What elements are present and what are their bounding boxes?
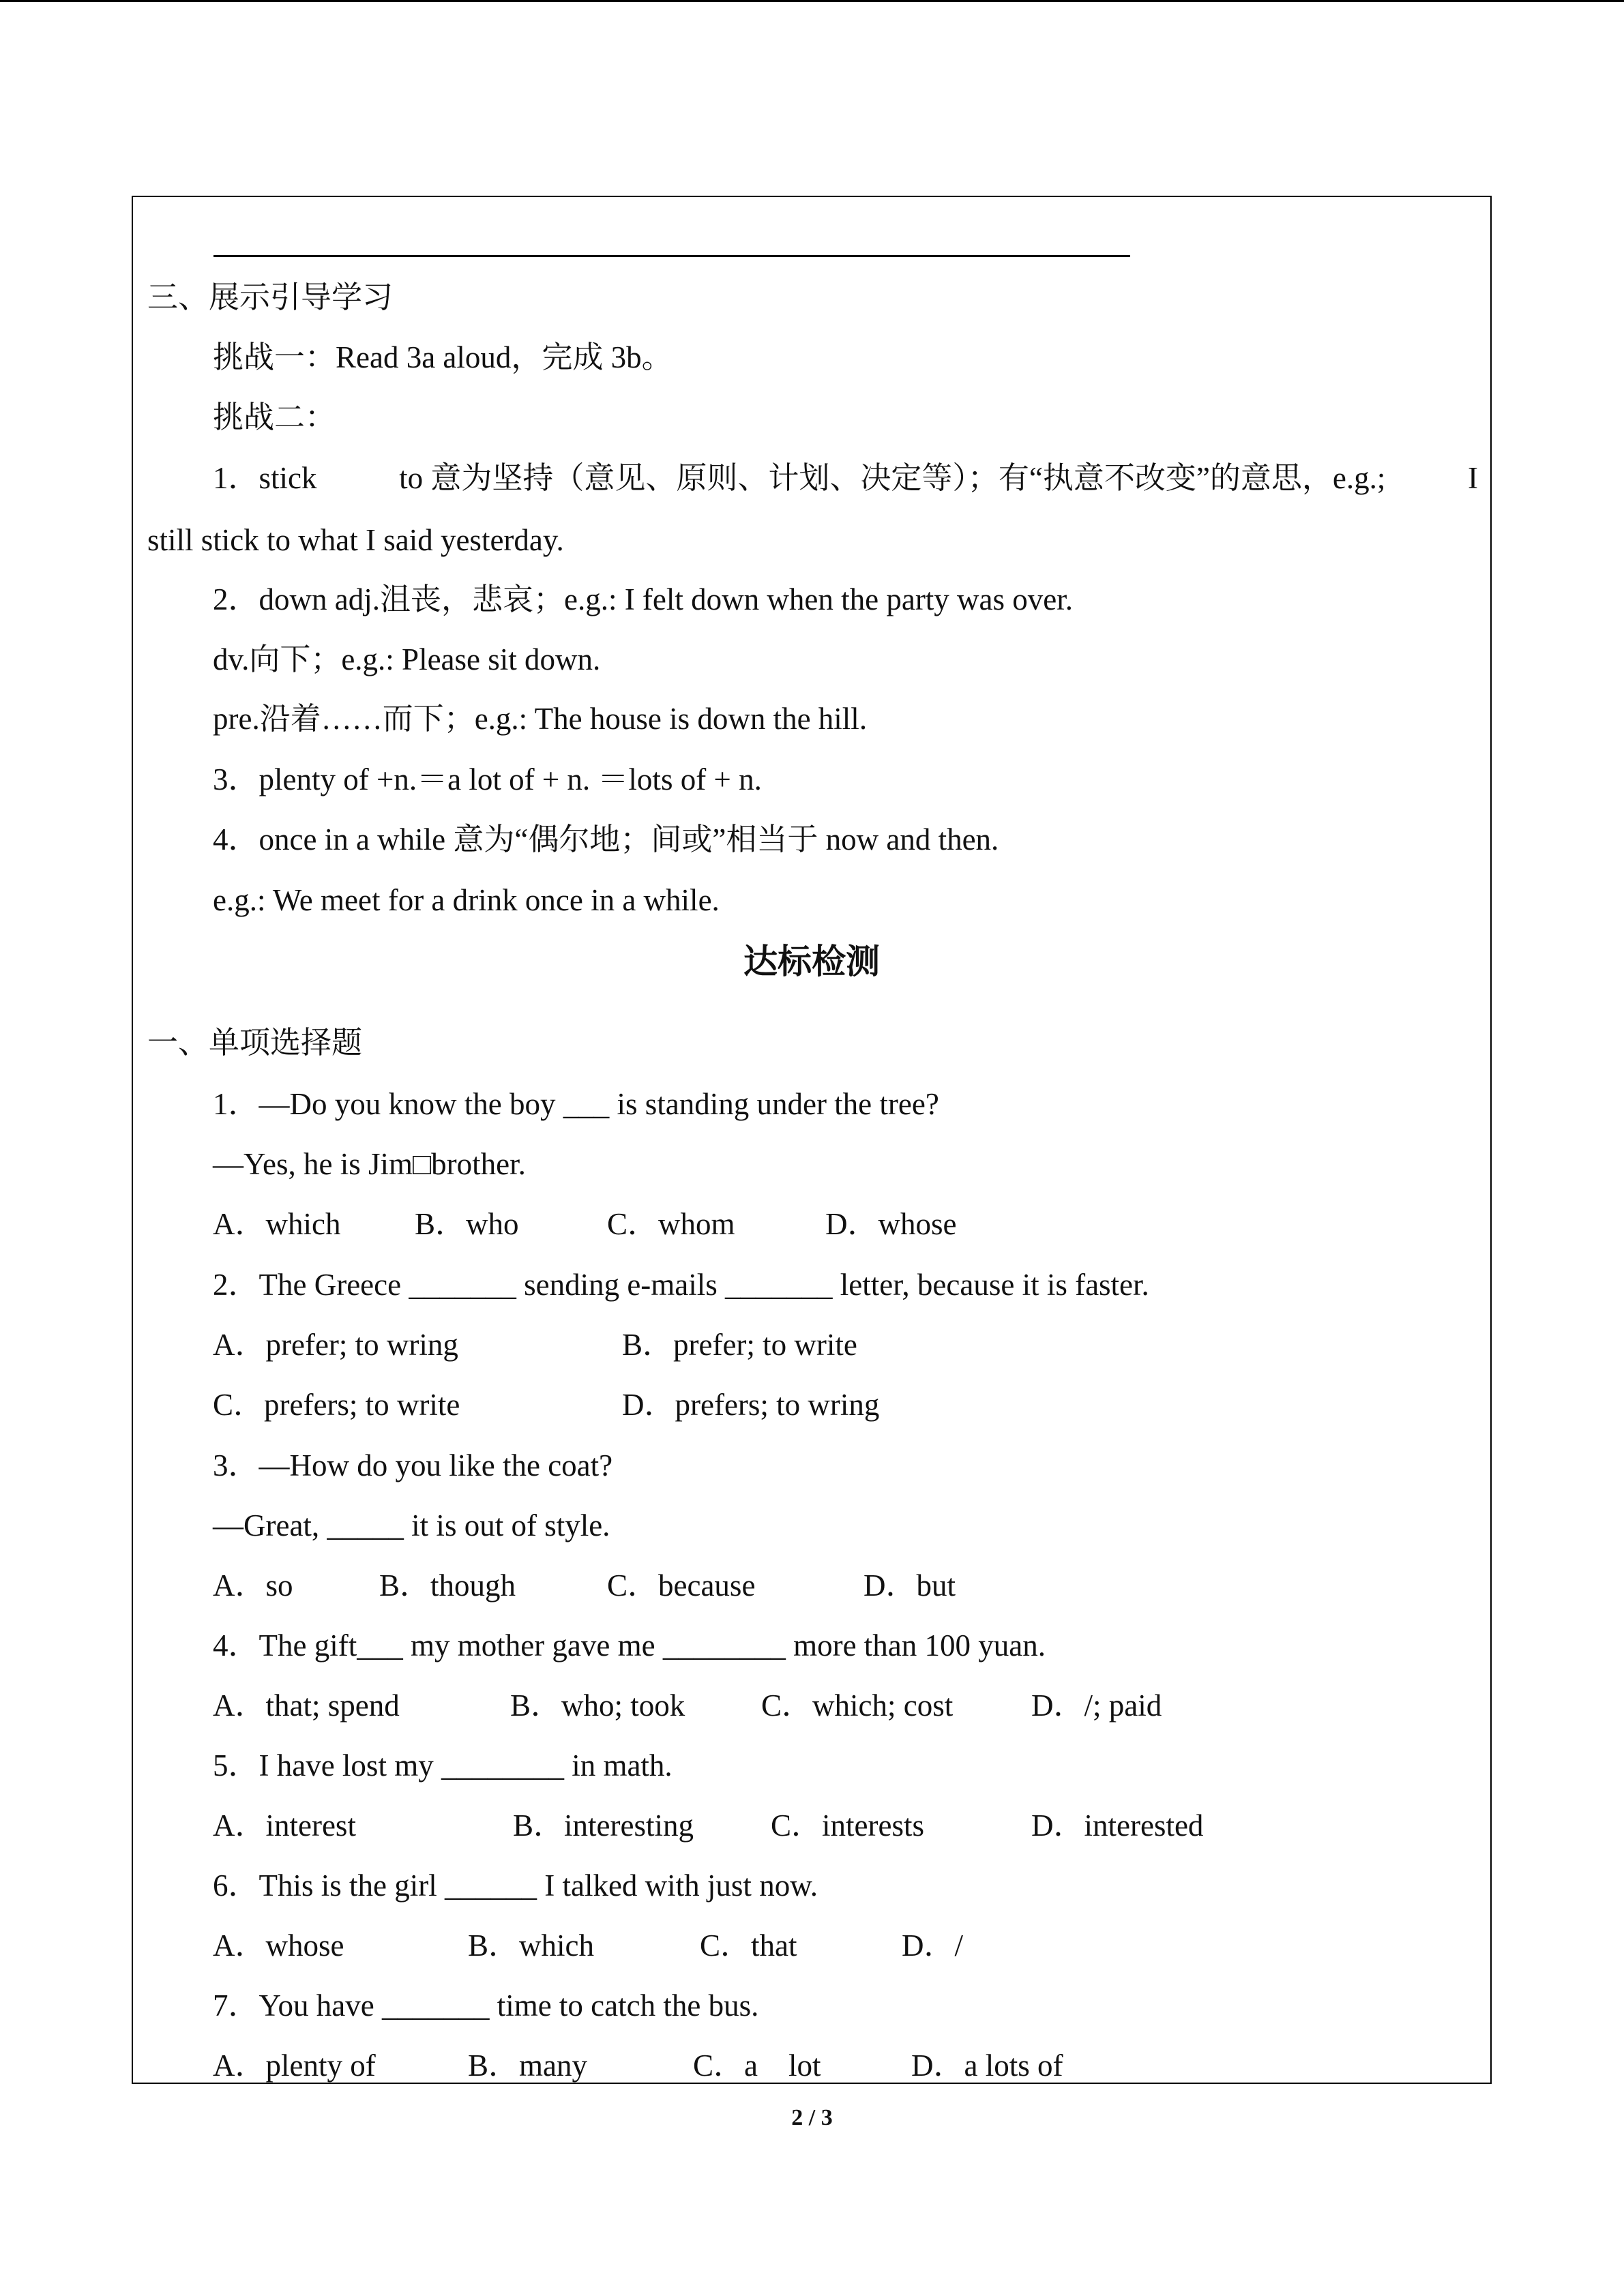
option-c: C．a lot bbox=[693, 2048, 821, 2083]
question-5-options bbox=[0, 1806, 1624, 1845]
question-5-stem: 5．I have lost my ________ in math. bbox=[213, 1748, 673, 1783]
note-stick-to-term: 1．stick bbox=[213, 461, 317, 495]
page-top-rule bbox=[0, 0, 1624, 2]
option-c: C．prefers; to write bbox=[213, 1388, 460, 1422]
option-a: A．that; spend bbox=[213, 1688, 400, 1723]
question-3-options bbox=[0, 1566, 1624, 1605]
question-1-stem: 1．—Do you know the boy ___ is standing under the tree? bbox=[213, 1087, 939, 1121]
option-d: D．/ bbox=[902, 1928, 964, 1963]
question-2-options-row-2 bbox=[0, 1385, 1624, 1425]
answer-blank-line bbox=[213, 255, 1130, 257]
option-a: A．so bbox=[213, 1568, 293, 1602]
question-7-options bbox=[0, 2046, 1624, 2085]
question-7-stem: 7．You have _______ time to catch the bus. bbox=[213, 1988, 759, 2023]
note-stick-to-example: still stick to what I said yesterday. bbox=[147, 523, 564, 557]
option-d: D．/; paid bbox=[1031, 1688, 1162, 1723]
question-3-stem: 3．—How do you like the coat? bbox=[213, 1448, 613, 1482]
note-down-adj: 2．down adj.沮丧，悲哀；e.g.: I felt down when the party was over. bbox=[213, 582, 1074, 616]
option-c: C．interests bbox=[771, 1808, 924, 1843]
note-stick-to-example-start: I bbox=[1468, 461, 1478, 495]
option-b: B．many bbox=[468, 2048, 587, 2083]
question-6-stem: 6．This is the girl ______ I talked with just now. bbox=[213, 1868, 818, 1903]
part-one-heading: 一、单项选择题 bbox=[147, 1026, 363, 1060]
question-3-response: —Great, _____ it is out of style. bbox=[213, 1508, 610, 1542]
option-b: B．though bbox=[379, 1568, 516, 1602]
section-heading-guided-learning: 三、展示引导学习 bbox=[147, 280, 394, 314]
option-d: D．but bbox=[863, 1568, 956, 1602]
option-d: D．prefers; to wring bbox=[622, 1388, 880, 1422]
question-4-stem: 4．The gift___ my mother gave me ________ more than 100 yuan. bbox=[213, 1628, 1046, 1663]
question-6-options bbox=[0, 1926, 1624, 1965]
option-c: C．because bbox=[607, 1568, 756, 1602]
option-a: A．interest bbox=[213, 1808, 356, 1843]
option-b: B．who; took bbox=[510, 1688, 685, 1723]
option-b: B．who bbox=[415, 1207, 519, 1241]
question-1-response: —Yes, he is Jim□brother. bbox=[213, 1147, 526, 1181]
option-c: C．whom bbox=[607, 1207, 735, 1241]
option-b: B．which bbox=[468, 1928, 594, 1963]
note-stick-to-meaning: to 意为坚持（意见、原则、计划、决定等）；有“执意不改变”的意思，e.g.; bbox=[399, 461, 1386, 495]
note-down-prep: pre.沿着……而下；e.g.: The house is down the hill. bbox=[213, 702, 868, 736]
option-d: D．interested bbox=[1031, 1808, 1204, 1843]
note-once-in-a-while-example: e.g.: We meet for a drink once in a while. bbox=[213, 883, 720, 917]
page-number: 2 / 3 bbox=[791, 2105, 833, 2130]
option-d: D．a lots of bbox=[911, 2048, 1063, 2083]
option-a: A．prefer; to wring bbox=[213, 1328, 458, 1362]
question-2-stem: 2．The Greece _______ sending e-mails _______ letter, because it is faster. bbox=[213, 1268, 1149, 1302]
option-a: A．whose bbox=[213, 1928, 344, 1963]
option-c: C．which; cost bbox=[761, 1688, 954, 1723]
option-c: C．that bbox=[700, 1928, 797, 1963]
challenge-one: 挑战一：Read 3a aloud，完成 3b。 bbox=[213, 340, 673, 374]
note-down-adv: dv.向下；e.g.: Please sit down. bbox=[213, 642, 601, 676]
note-stick-to bbox=[213, 458, 1478, 498]
question-4-options bbox=[0, 1686, 1624, 1725]
option-a: A．which bbox=[213, 1207, 341, 1241]
option-b: B．prefer; to write bbox=[622, 1328, 857, 1362]
option-b: B．interesting bbox=[513, 1808, 694, 1843]
option-d: D．whose bbox=[825, 1207, 957, 1241]
test-title: 达标检测 bbox=[743, 942, 880, 981]
note-once-in-a-while: 4．once in a while 意为“偶尔地；间或”相当于 now and then. bbox=[213, 822, 999, 856]
question-2-options-row-1 bbox=[0, 1325, 1624, 1365]
note-plenty-of: 3．plenty of +n.＝a lot of + n. ＝lots of + n. bbox=[213, 762, 762, 796]
question-1-options bbox=[0, 1204, 1624, 1244]
challenge-two: 挑战二： bbox=[213, 400, 336, 434]
option-a: A．plenty of bbox=[213, 2048, 376, 2083]
